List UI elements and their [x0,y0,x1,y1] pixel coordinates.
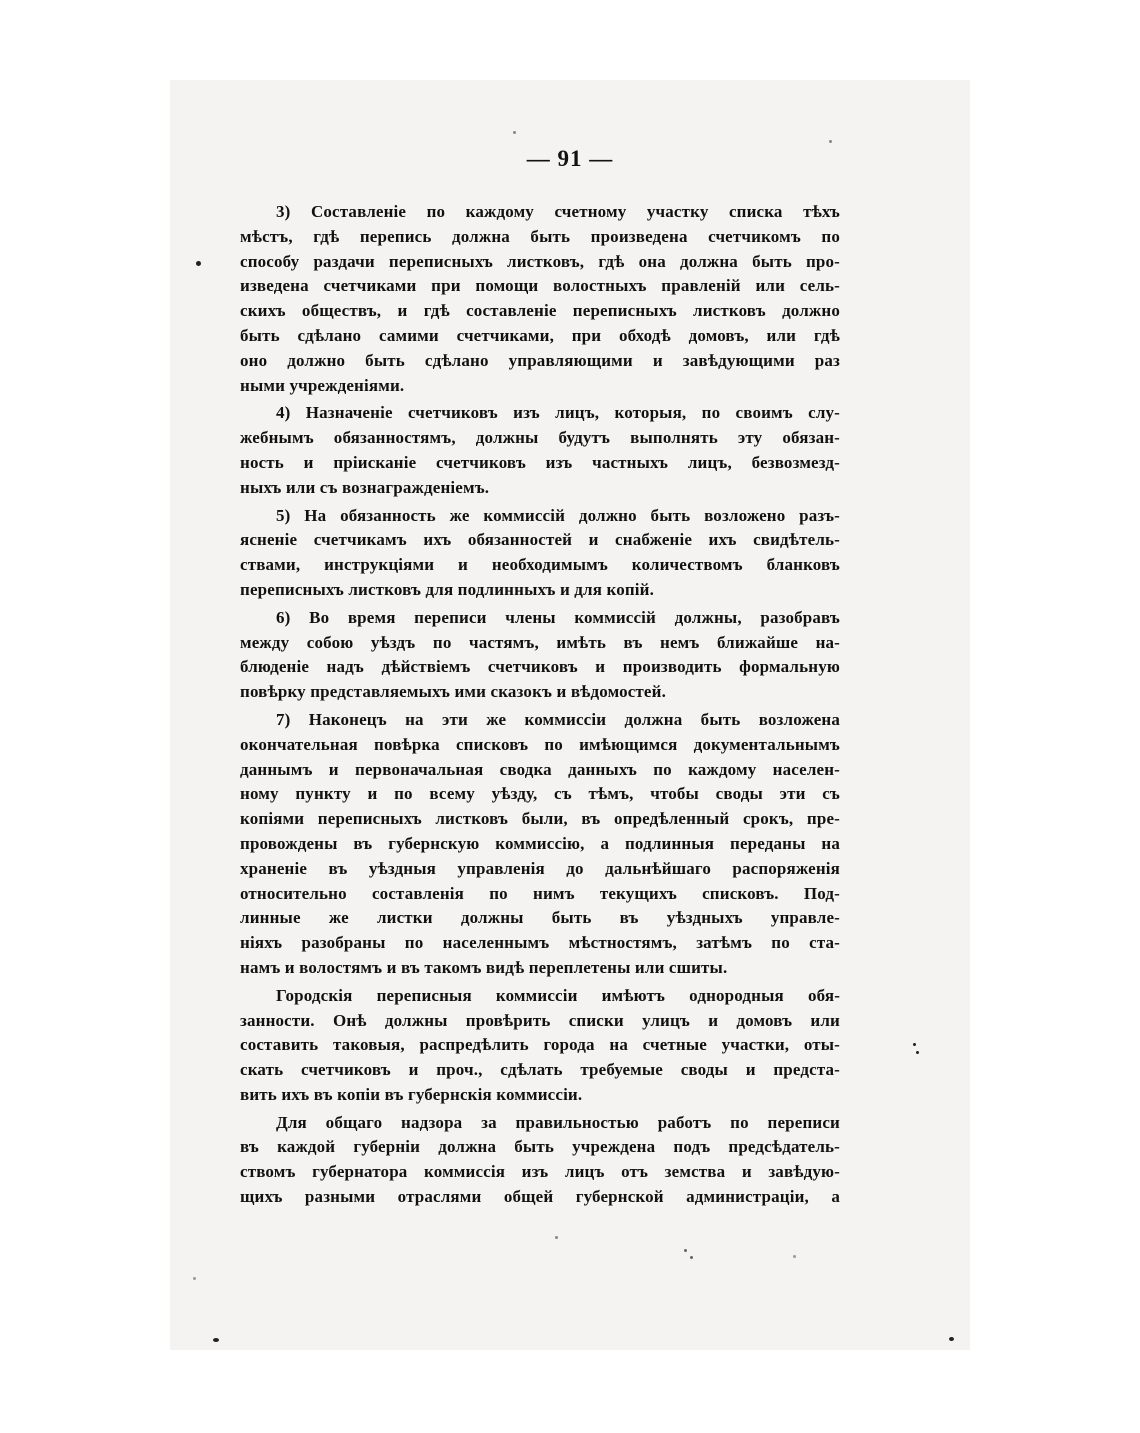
paragraph [240,984,840,1108]
paragraph [240,200,840,398]
scan-speck [196,261,201,266]
text-line: 5) На обязанность же коммиссій должно быть возложено разъ- [276,505,840,525]
text-line: 6) Во время переписи члены коммиссій должны, разобравъ [276,607,840,627]
text-line: 3) Составленіе по каждому счетному участку списка тѣхъ [276,202,840,221]
text-line: провождены въ губернскую коммиссію, а подлинныя переданы на [240,833,840,853]
text-line: мѣстъ, гдѣ перепись должна быть произведена счетчикомъ по [240,226,840,246]
text-line: изведена счетчиками при помощи волостныхъ правленій или сель- [240,276,840,296]
paragraph [240,504,840,603]
text-line: относительно составленія по нимъ текущихъ списковъ. Под- [240,883,840,903]
text-line: жебнымъ обязанностямъ, должны будутъ выполнять эту обязан- [240,428,840,448]
text-line: линные же листки должны быть въ уѣздныхъ управле- [240,908,840,928]
text-line: составить таковыя, распредѣлить города на счетные участки, оты- [240,1035,840,1055]
text-line: Городскія переписныя коммиссіи имѣютъ однородныя обя- [276,985,840,1005]
text-line: скать счетчиковъ и проч., сдѣлать требуемые своды и предста- [240,1060,840,1080]
scan-speck [690,1256,693,1259]
text-line: намъ и волостямъ и въ такомъ видѣ переплетены или сшиты. [240,957,728,977]
text-line: копіями переписныхъ листковъ были, въ опредѣленный срокъ, пре- [240,809,840,829]
scan-speck [193,1277,196,1280]
scan-speck [513,131,516,134]
paragraph [240,1111,840,1210]
text-line: между собою уѣздъ по частямъ, имѣть въ немъ ближайше на- [240,632,840,652]
text-line: 7) Наконецъ на эти же коммиссіи должна быть возложена [276,709,840,729]
paragraph [240,401,840,500]
text-line: вить ихъ въ копіи въ губернскія коммиссіи. [240,1084,583,1104]
text-line: щихъ разными отраслями общей губернской администраціи, а [240,1187,840,1207]
text-line: скихъ обществъ, и гдѣ составленіе переписныхъ листковъ должно [240,301,840,321]
text-line: даннымъ и первоначальная сводка данныхъ по каждому населен- [240,759,840,779]
scan-speck [913,1043,916,1046]
scan-speck [213,1338,219,1342]
text-line: ному пункту и по всему уѣзду, съ тѣмъ, чтобы своды эти съ [240,784,840,804]
text-line: 4) Назначеніе счетчиковъ изъ лицъ, которыя, по своимъ слу- [276,403,840,423]
scan-speck [916,1051,919,1054]
text-line: окончательная повѣрка списковъ по имѣющимся документальнымъ [240,734,840,754]
page-number: — 91 — [526,146,614,171]
text-line: ными учрежденіями. [240,375,405,395]
text-line: Для общаго надзора за правильностью работъ по переписи [276,1112,840,1132]
page-text-body [240,200,840,1210]
scan-speck [949,1337,954,1341]
text-line: повѣрку представляемыхъ ими сказокъ и вѣдомостей. [240,682,666,702]
text-line: оно должно быть сдѣлано управляющими и завѣдующими раз [240,350,840,370]
text-line: быть сдѣлано самими счетчиками, при обходѣ домовъ, или гдѣ [240,325,840,345]
text-line: ность и пріисканіе счетчиковъ изъ частныхъ лицъ, безвозмезд- [240,452,840,472]
scan-speck [555,1236,558,1239]
scan-speck [684,1249,687,1252]
text-line: въ каждой губерніи должна быть учреждена подъ предсѣдатель- [240,1137,840,1157]
text-line: храненіе въ уѣздныя управленія до дальнѣйшаго распоряженія [240,858,840,878]
text-line: ныхъ или съ вознагражденіемъ. [240,477,490,497]
text-line: ствами, инструкціями и необходимымъ количествомъ бланковъ [240,555,840,575]
scan-speck [829,140,832,143]
text-line: переписныхъ листковъ для подлинныхъ и для копій. [240,579,655,599]
text-line: ясненіе счетчикамъ ихъ обязанностей и снабженіе ихъ свидѣтель- [240,530,840,550]
text-line: ствомъ губернатора коммиссія изъ лицъ отъ земства и завѣдую- [240,1162,840,1182]
scan-speck [793,1255,796,1258]
text-line: занности. Онѣ должны провѣрить списки улицъ и домовъ или [240,1010,840,1030]
text-line: блюденіе надъ дѣйствіемъ счетчиковъ и производить формальную [240,657,840,677]
text-line: способу раздачи переписныхъ листковъ, гдѣ она должна быть про- [240,251,840,271]
paragraph [240,606,840,705]
text-line: ніяхъ разобраны по населеннымъ мѣстностямъ, затѣмъ по ста- [240,933,840,953]
paragraph [240,708,840,981]
